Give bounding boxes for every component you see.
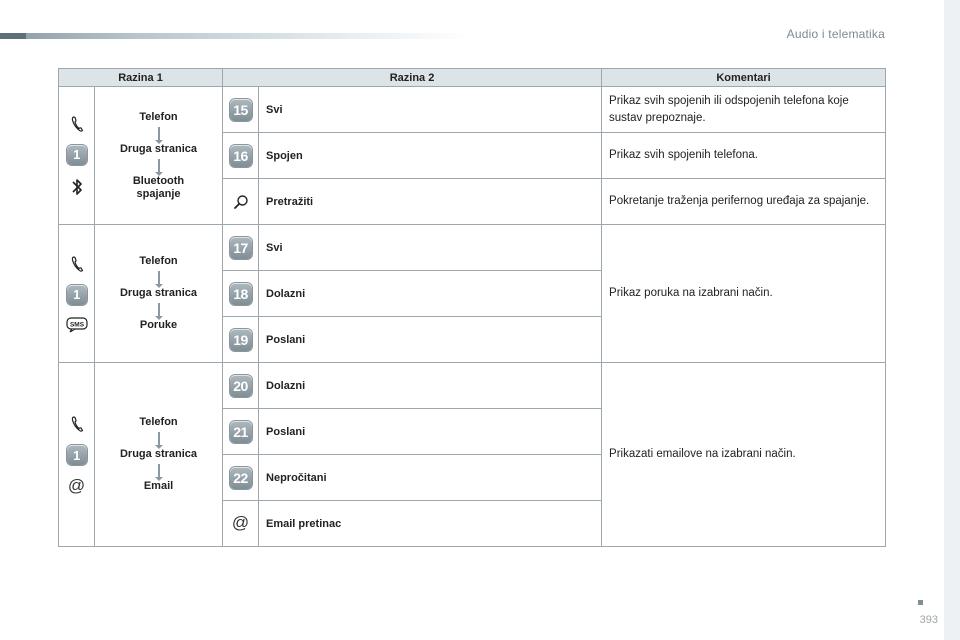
menu-step-druga-stranica: Druga stranica xyxy=(119,142,198,155)
option-label: Svi xyxy=(259,87,602,133)
comment-cell: Prikazati emailove na izabrani način. xyxy=(602,363,886,547)
bluetooth-icon xyxy=(71,177,83,197)
row-badge-cell xyxy=(223,271,259,317)
option-badge: 19 xyxy=(230,329,252,351)
option-badge: 18 xyxy=(230,283,252,305)
search-icon xyxy=(233,194,249,210)
menu-table xyxy=(58,68,886,547)
menu-path-cell xyxy=(95,225,223,363)
menu-step-telefon: Telefon xyxy=(139,255,178,267)
step-arrow-icon xyxy=(158,432,160,446)
option-label: Svi xyxy=(259,225,602,271)
level1-icons-cell xyxy=(59,225,95,363)
level1-icons-cell xyxy=(59,363,95,547)
row-badge-cell xyxy=(223,87,259,133)
phone-icon xyxy=(70,115,84,133)
header-accent-bar xyxy=(0,33,470,39)
sms-icon-label: SMS xyxy=(69,320,84,328)
column-header-comments: Komentari xyxy=(602,69,886,87)
option-badge: 16 xyxy=(230,145,252,167)
menu-step-poruke: Poruke xyxy=(139,319,178,331)
table-row xyxy=(59,87,886,133)
section-title: Audio i telematika xyxy=(786,27,885,41)
option-label: Poslani xyxy=(259,317,602,363)
phone-icon xyxy=(70,255,84,273)
option-label: Dolazni xyxy=(259,363,602,409)
option-badge: 21 xyxy=(230,421,252,443)
level1-badge: 1 xyxy=(67,145,87,165)
step-arrow-icon xyxy=(158,271,160,285)
option-badge: 17 xyxy=(230,237,252,259)
menu-path-cell xyxy=(95,363,223,547)
option-badge: 20 xyxy=(230,375,252,397)
comment-cell: Prikaz svih spojenih telefona. xyxy=(602,133,886,179)
option-label: Pretražiti xyxy=(259,179,602,225)
row-icon-cell xyxy=(223,501,259,547)
side-strip xyxy=(944,0,960,640)
comment-cell: Prikaz poruka na izabrani način. xyxy=(602,225,886,363)
option-label: Nepročitani xyxy=(259,455,602,501)
step-arrow-icon xyxy=(158,159,160,173)
page-marker xyxy=(918,600,923,605)
page-number: 393 xyxy=(919,614,938,626)
menu-step-telefon: Telefon xyxy=(139,110,178,123)
row-badge-cell xyxy=(223,317,259,363)
option-label: Dolazni xyxy=(259,271,602,317)
row-badge-cell xyxy=(223,409,259,455)
row-badge-cell xyxy=(223,133,259,179)
column-header-level2: Razina 2 xyxy=(223,69,602,87)
menu-step-bluetooth: Bluetooth spajanje xyxy=(132,174,185,200)
option-label: Poslani xyxy=(259,409,602,455)
table-row xyxy=(59,225,886,271)
menu-step-druga-stranica: Druga stranica xyxy=(119,287,198,299)
table-row xyxy=(59,363,886,409)
step-arrow-icon xyxy=(158,127,160,141)
menu-step-email: Email xyxy=(143,480,174,492)
menu-step-telefon: Telefon xyxy=(139,416,178,428)
option-label: Spojen xyxy=(259,133,602,179)
comment-cell: Prikaz svih spojenih ili odspojenih telefona koje sustav prepoznaje. xyxy=(602,87,886,133)
step-arrow-icon xyxy=(158,303,160,317)
sms-icon xyxy=(66,317,88,333)
at-icon: @ xyxy=(231,513,250,532)
table-header-row xyxy=(59,69,886,87)
option-badge: 15 xyxy=(230,99,252,121)
comment-cell: Pokretanje traženja perifernog uređaja za spajanje. xyxy=(602,179,886,225)
level1-icons-cell xyxy=(59,87,95,225)
row-badge-cell xyxy=(223,363,259,409)
row-badge-cell xyxy=(223,225,259,271)
column-header-level1: Razina 1 xyxy=(59,69,223,87)
row-badge-cell xyxy=(223,455,259,501)
menu-path-cell xyxy=(95,87,223,225)
option-badge: 22 xyxy=(230,467,252,489)
at-icon: @ xyxy=(67,476,86,495)
row-icon-cell xyxy=(223,179,259,225)
header-accent-block xyxy=(0,33,26,39)
step-arrow-icon xyxy=(158,464,160,478)
phone-icon xyxy=(70,415,84,433)
level1-badge: 1 xyxy=(67,285,87,305)
menu-step-druga-stranica: Druga stranica xyxy=(119,448,198,460)
level1-badge: 1 xyxy=(67,445,87,465)
option-label: Email pretinac xyxy=(259,501,602,547)
